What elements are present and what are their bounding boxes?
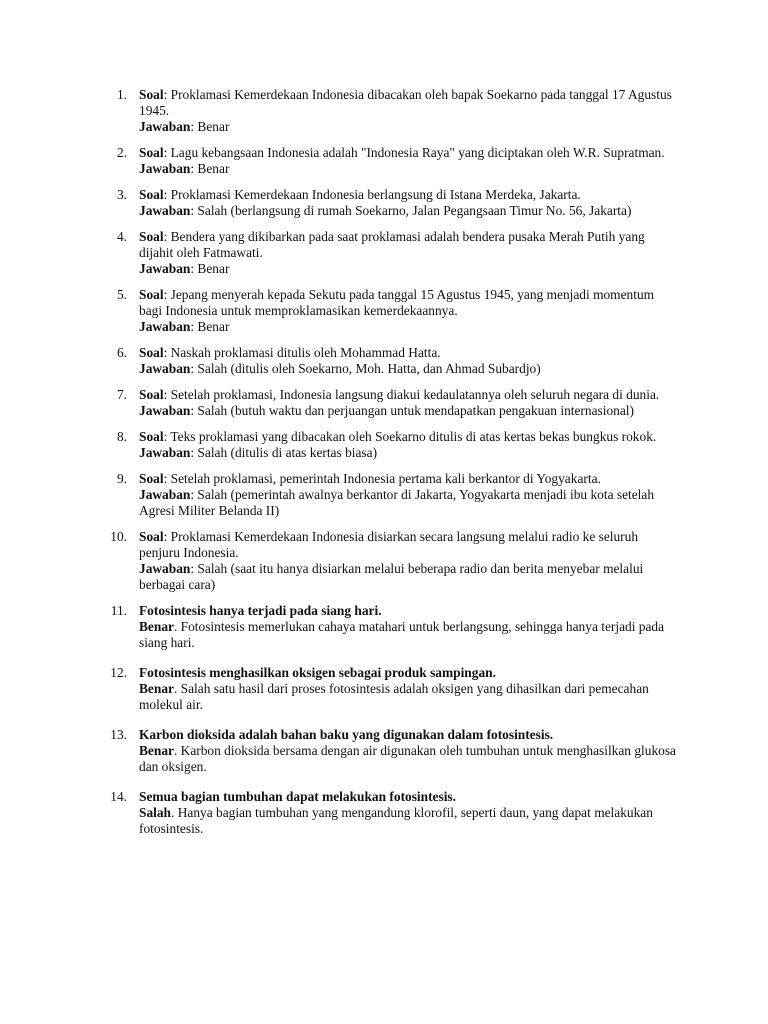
list-item [0,229,768,277]
answer-text [139,119,676,135]
answer-label: Jawaban [139,561,191,576]
question-label: Soal [139,429,164,444]
explanation-body: . Karbon dioksida bersama dengan air digunakan oleh tumbuhan untuk menghasilkan glukosa dan oksigen. [139,743,676,774]
item-number: 7. [116,387,127,402]
question-text [139,145,676,161]
question-list [0,87,768,837]
statement-text [139,603,676,619]
question-body: : Bendera yang dikibarkan pada saat proklamasi adalah bendera pusaka Merah Putih yang dijahit oleh Fatmawati. [139,229,645,260]
item-number: 13. [110,727,127,742]
explanation-text [139,619,676,651]
question-body: : Teks proklamasi yang dibacakan oleh Soekarno ditulis di atas kertas bekas bungkus rokok. [163,429,657,444]
answer-body: : Salah (ditulis oleh Soekarno, Moh. Hatta, dan Ahmad Subardjo) [190,361,541,376]
list-item [0,345,768,377]
answer-text [139,445,676,461]
list-item [0,187,768,219]
item-number: 6. [116,345,127,360]
statement-text [139,727,676,743]
question-text [139,87,676,119]
question-label: Soal [139,145,164,160]
list-item [0,87,768,135]
question-label: Soal [139,87,164,102]
question-body: : Naskah proklamasi ditulis oleh Mohammad Hatta. [163,345,441,360]
list-item [0,603,768,651]
answer-label: Jawaban [139,445,191,460]
answer-body: : Benar [190,319,230,334]
answer-text [139,319,676,335]
item-number: 4. [116,229,127,244]
item-number: 10. [110,529,127,544]
question-text [139,387,676,403]
item-number: 9. [116,471,127,486]
list-item [0,789,768,837]
explanation-body: . Salah satu hasil dari proses fotosintesis adalah oksigen yang dihasilkan dari pemecahan molekul air. [139,681,649,712]
statement-body: Fotosintesis menghasilkan oksigen sebagai produk sampingan. [139,665,496,680]
answer-body: : Salah (saat itu hanya disiarkan melalui beberapa radio dan berita menyebar melalui berbagai cara) [139,561,644,592]
question-body: : Proklamasi Kemerdekaan Indonesia dibacakan oleh bapak Soekarno pada tanggal 17 Agustus 1945. [139,87,672,118]
question-label: Soal [139,387,164,402]
list-item [0,727,768,775]
answer-label: Jawaban [139,119,191,134]
question-text [139,187,676,203]
answer-text [139,403,676,419]
item-number: 14. [110,789,127,804]
list-item [0,387,768,419]
question-body: : Proklamasi Kemerdekaan Indonesia disiarkan secara langsung melalui radio ke seluruh penjuru Indonesia. [139,529,639,560]
question-text [139,345,676,361]
answer-text [139,203,676,219]
question-body: : Setelah proklamasi, pemerintah Indonesia pertama kali berkantor di Yogyakarta. [163,471,601,486]
answer-label: Jawaban [139,487,191,502]
explanation-text [139,743,676,775]
question-text [139,471,676,487]
explanation-text [139,681,676,713]
explanation-text [139,805,676,837]
answer-label: Jawaban [139,319,191,334]
statement-text [139,789,676,805]
question-label: Soal [139,229,164,244]
question-text [139,529,676,561]
statement-body: Fotosintesis hanya terjadi pada siang hari. [139,603,382,618]
answer-label: Jawaban [139,261,191,276]
answer-text [139,161,676,177]
answer-body: : Benar [190,161,230,176]
statement-body: Semua bagian tumbuhan dapat melakukan fotosintesis. [139,789,456,804]
question-text [139,429,676,445]
answer-body: : Benar [190,119,230,134]
answer-text [139,261,676,277]
answer-label: Jawaban [139,361,191,376]
question-text [139,287,676,319]
item-number: 2. [116,145,127,160]
answer-text [139,487,676,519]
answer-text [139,361,676,377]
question-body: : Jepang menyerah kepada Sekutu pada tanggal 15 Agustus 1945, yang menjadi momentum bagi Indonesia untuk memproklamasikan kemerdekaannya. [139,287,655,318]
answer-body: : Salah (ditulis di atas kertas biasa) [190,445,378,460]
list-item [0,665,768,713]
item-number: 5. [116,287,127,302]
statement-text [139,665,676,681]
verdict-label: Benar [139,681,174,696]
item-number: 11. [110,603,127,618]
question-label: Soal [139,187,164,202]
item-number: 12. [110,665,127,680]
verdict-label: Benar [139,743,174,758]
explanation-body: . Fotosintesis memerlukan cahaya matahari untuk berlangsung, sehingga hanya terjadi pada siang hari. [139,619,665,650]
list-item [0,471,768,519]
statement-body: Karbon dioksida adalah bahan baku yang digunakan dalam fotosintesis. [139,727,554,742]
item-number: 8. [116,429,127,444]
list-item [0,429,768,461]
answer-body: : Benar [190,261,230,276]
answer-label: Jawaban [139,403,191,418]
list-item [0,529,768,593]
list-item [0,287,768,335]
verdict-label: Salah [139,805,172,820]
question-body: : Proklamasi Kemerdekaan Indonesia berlangsung di Istana Merdeka, Jakarta. [163,187,581,202]
question-body: : Lagu kebangsaan Indonesia adalah "Indonesia Raya" yang diciptakan oleh W.R. Supratman. [163,145,665,160]
explanation-body: . Hanya bagian tumbuhan yang mengandung klorofil, seperti daun, yang dapat melakukan fotosintesis. [139,805,653,836]
question-label: Soal [139,287,164,302]
answer-label: Jawaban [139,203,191,218]
answer-label: Jawaban [139,161,191,176]
question-label: Soal [139,529,164,544]
item-number: 3. [116,187,127,202]
answer-body: : Salah (butuh waktu dan perjuangan untuk mendapatkan pengakuan internasional) [190,403,634,418]
question-text [139,229,676,261]
verdict-label: Benar [139,619,174,634]
answer-body: : Salah (berlangsung di rumah Soekarno, Jalan Pegangsaan Timur No. 56, Jakarta) [190,203,632,218]
question-body: : Setelah proklamasi, Indonesia langsung diakui kedaulatannya oleh seluruh negara di dunia. [163,387,660,402]
answer-text [139,561,676,593]
list-item [0,145,768,177]
question-label: Soal [139,471,164,486]
question-label: Soal [139,345,164,360]
answer-body: : Salah (pemerintah awalnya berkantor di Jakarta, Yogyakarta menjadi ibu kota setelah Agresi Militer Belanda II) [139,487,655,518]
item-number: 1. [116,87,127,102]
